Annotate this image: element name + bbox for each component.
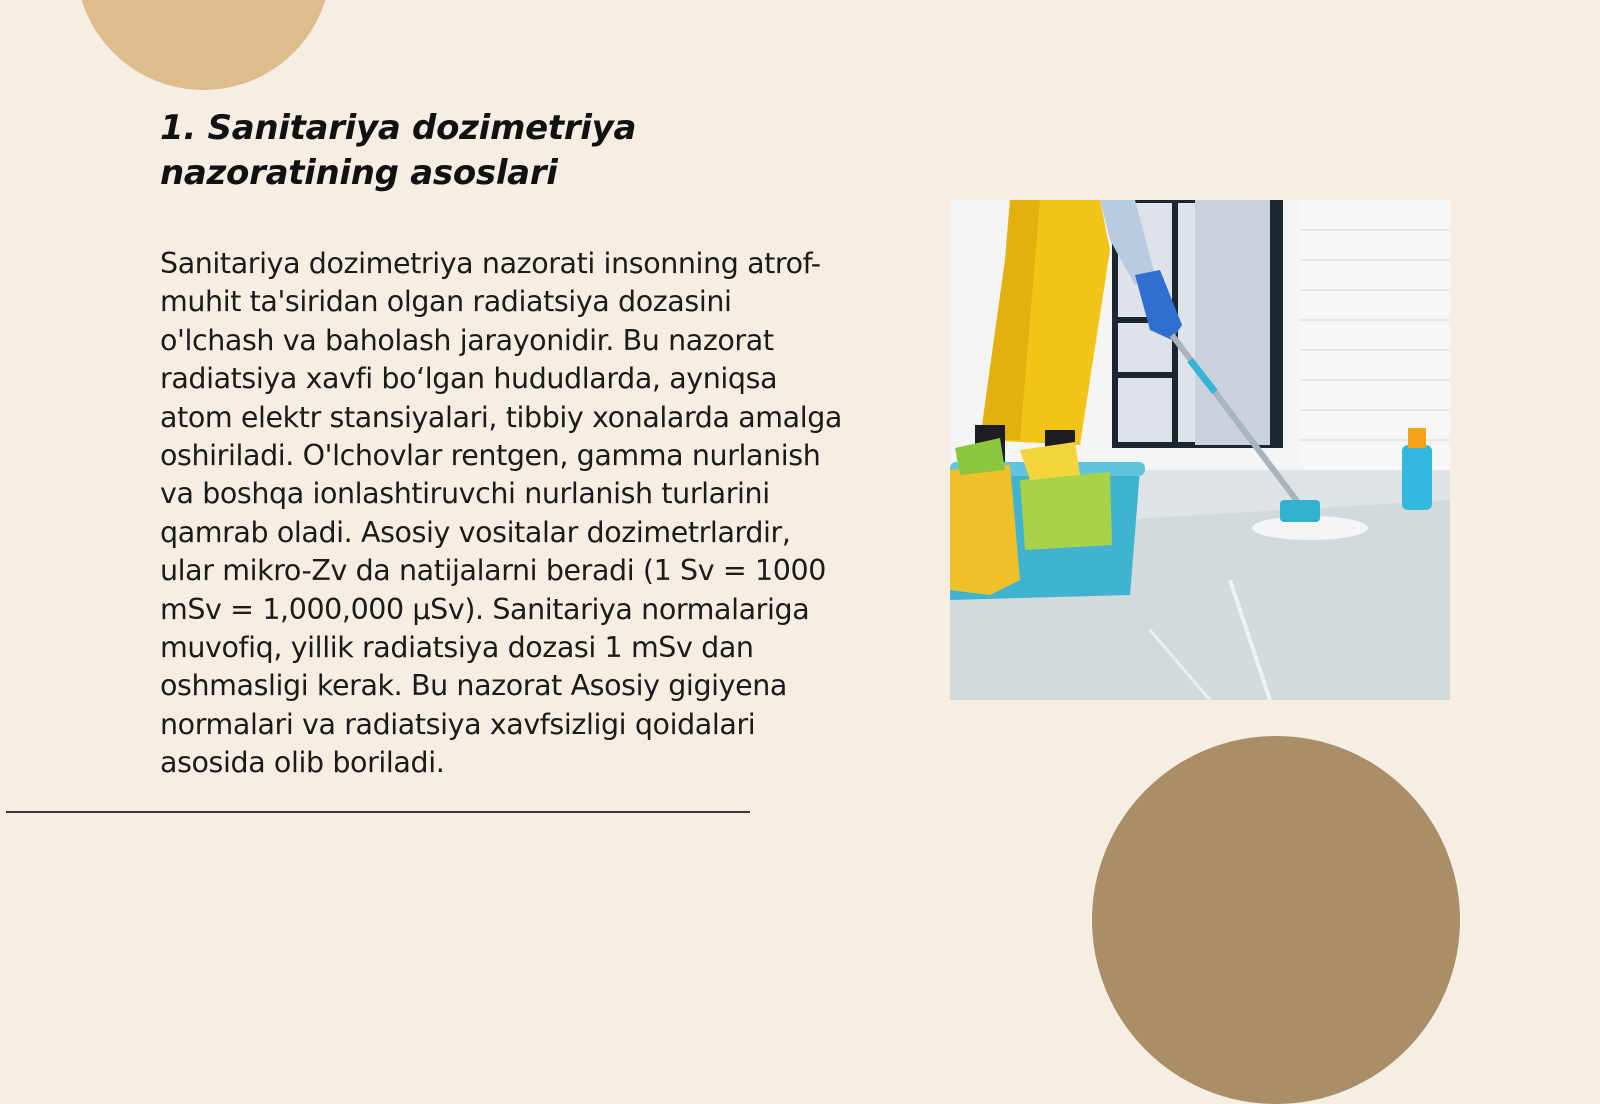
- slide-body-text: Sanitariya dozimetriya nazorati insonning atrof-muhit ta'siridan olgan radiatsiya dozasini o'lchash va baholash jarayonidir. Bu nazorat radiatsiya xavfi bo‘lgan hududlarda, ayniqsa atom elektr stansiyalari, tibbiy xonalarda amalga oshiriladi. O'lchovlar rentgen, gamma nurlanish va boshqa ionlashtiruvchi nurlanish turlarini qamrab oladi. Asosiy vositalar dozimetrlardir, ular mikro-Zv da natijalarni beradi (1 Sv = 1000 mSv = 1,000,000 μSv). Sanitariya normalariga muvofiq, yillik radiatsiya dozasi 1 mSv dan oshmasligi kerak. Bu nazorat Asosiy gigiyena normalari va radiatsiya xavfsizligi qoidalari asosida olib boriladi.: [160, 247, 842, 780]
- decorative-circle-bottom: [1092, 736, 1460, 1104]
- decorative-circle-top: [76, 0, 331, 90]
- divider-line: [6, 811, 750, 813]
- cleaning-photo-illustration: [950, 200, 1450, 700]
- cleaning-photo: [950, 200, 1450, 700]
- slide-title: 1. Sanitariya dozimetriya nazoratining asoslari: [160, 108, 637, 193]
